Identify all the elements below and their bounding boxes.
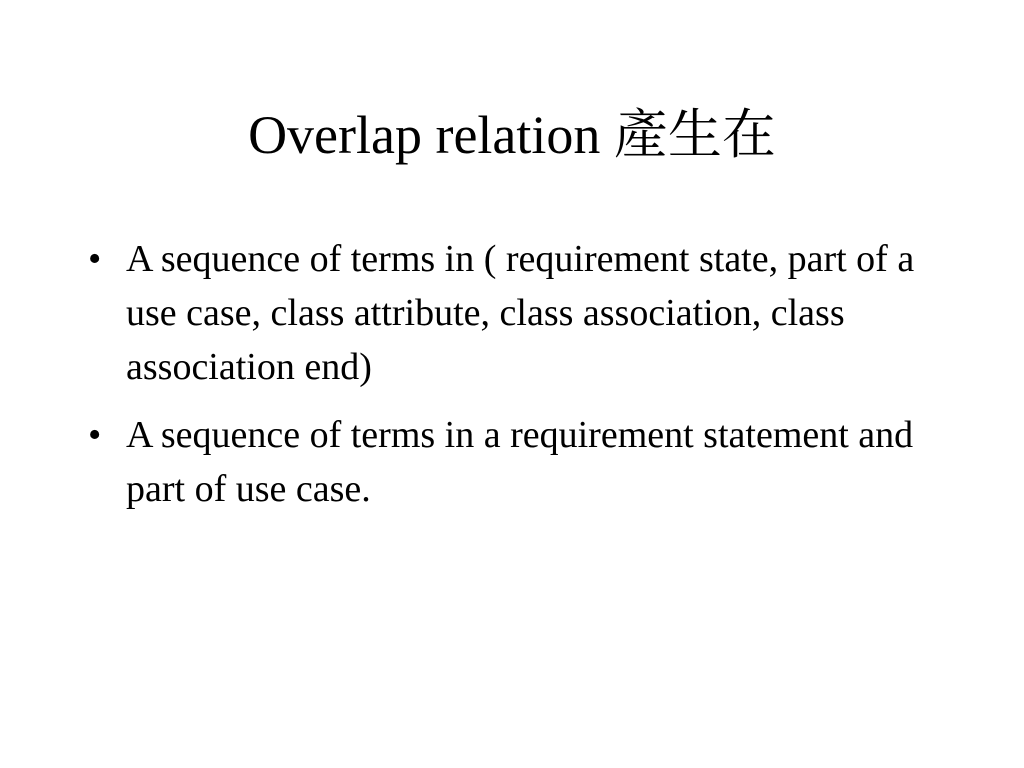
- bullet-item: [88, 408, 948, 516]
- bullet-marker: •: [88, 414, 102, 456]
- bullet-item: [88, 232, 948, 394]
- bullet-marker: •: [88, 238, 102, 280]
- slide-title: Overlap relation 產生在: [248, 105, 776, 165]
- bullet-text: A sequence of terms in ( requirement state, part of a use case, class attribute, class association, class association end): [126, 238, 915, 388]
- bullet-text: A sequence of terms in a requirement statement and part of use case.: [126, 414, 914, 510]
- bullet-list: [88, 232, 948, 530]
